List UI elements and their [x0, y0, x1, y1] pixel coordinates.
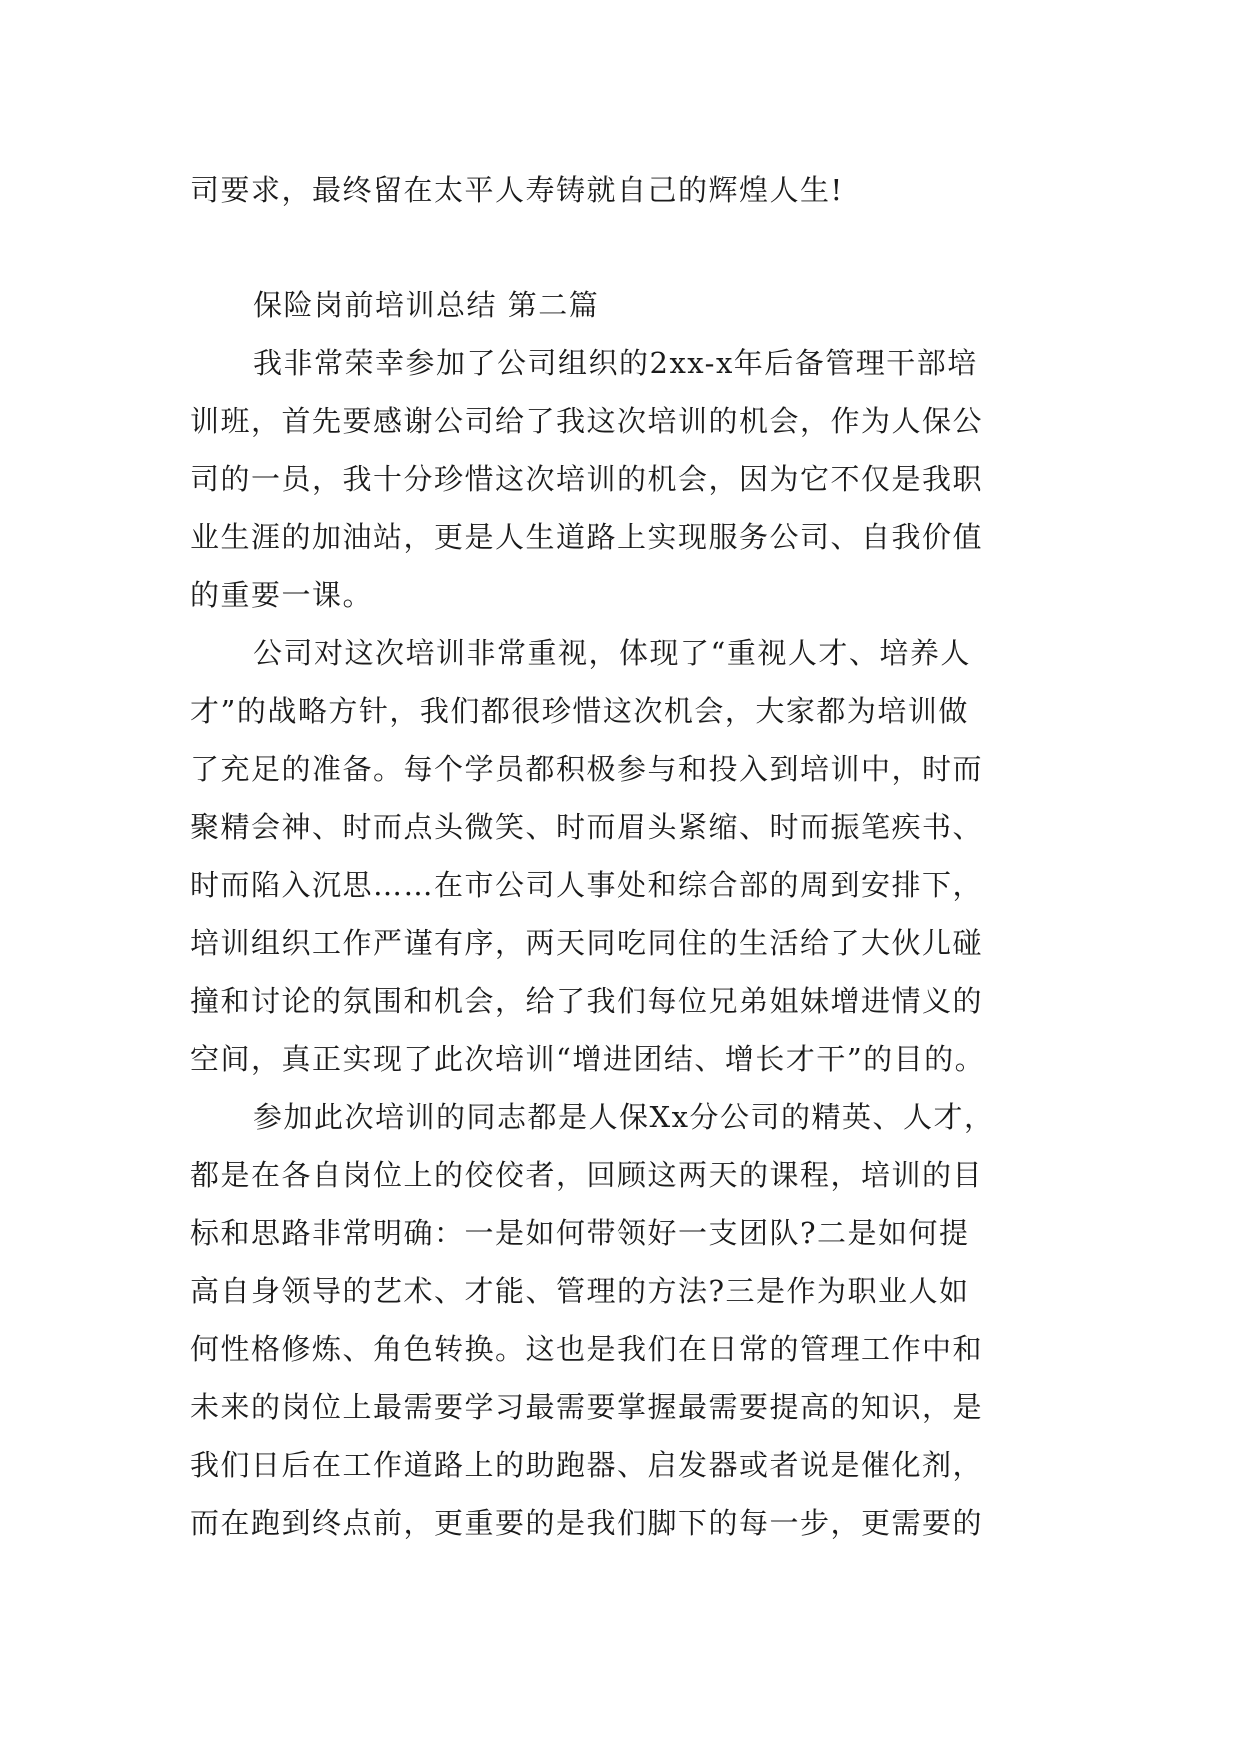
body-line: 才”的战略方针，我们都很珍惜这次机会，大家都为培训做 [190, 694, 969, 728]
body-line: 何性格修炼、角色转换。这也是我们在日常的管理工作中和 [190, 1332, 984, 1366]
body-line: 公司对这次培训非常重视，体现了“重视人才、培养人 [253, 636, 971, 670]
body-line: 了充足的准备。每个学员都积极参与和投入到培训中，时而 [190, 752, 984, 786]
body-line: 未来的岗位上最需要学习最需要掌握最需要提高的知识，是 [190, 1390, 984, 1424]
body-line: 空间，真正实现了此次培训“增进团结、增长才干”的目的。 [190, 1042, 986, 1076]
body-line: 撞和讨论的氛围和机会，给了我们每位兄弟姐妹增进情义的 [190, 984, 984, 1018]
continuation-line: 司要求，最终留在太平人寿铸就自己的辉煌人生! [190, 173, 844, 207]
body-line: 的重要一课。 [190, 578, 374, 612]
body-line: 标和思路非常明确：一是如何带领好一支团队?二是如何提 [190, 1216, 970, 1250]
body-line: 而在跑到终点前，更重要的是我们脚下的每一步，更需要的 [190, 1506, 984, 1540]
body-line: 培训组织工作严谨有序，两天同吃同住的生活给了大伙儿碰 [190, 926, 984, 960]
body-line: 参加此次培训的同志都是人保Xx分公司的精英、人才， [253, 1100, 995, 1134]
body-line: 司的一员，我十分珍惜这次培训的机会，因为它不仅是我职 [190, 462, 984, 496]
body-line: 业生涯的加油站，更是人生道路上实现服务公司、自我价值 [190, 520, 984, 554]
body-line: 都是在各自岗位上的佼佼者，回顾这两天的课程，培训的目 [190, 1158, 984, 1192]
body-line: 我们日后在工作道路上的助跑器、启发器或者说是催化剂， [190, 1448, 984, 1482]
body-line: 我非常荣幸参加了公司组织的2xx-x年后备管理干部培 [253, 346, 978, 380]
body-line: 时而陷入沉思……在市公司人事处和综合部的周到安排下， [190, 868, 984, 902]
section-title: 保险岗前培训总结 第二篇 [253, 288, 600, 322]
body-line: 训班，首先要感谢公司给了我这次培训的机会，作为人保公 [190, 404, 984, 438]
body-line: 聚精会神、时而点头微笑、时而眉头紧缩、时而振笔疾书、 [190, 810, 984, 844]
body-line: 高自身领导的艺术、才能、管理的方法?三是作为职业人如 [190, 1274, 970, 1308]
